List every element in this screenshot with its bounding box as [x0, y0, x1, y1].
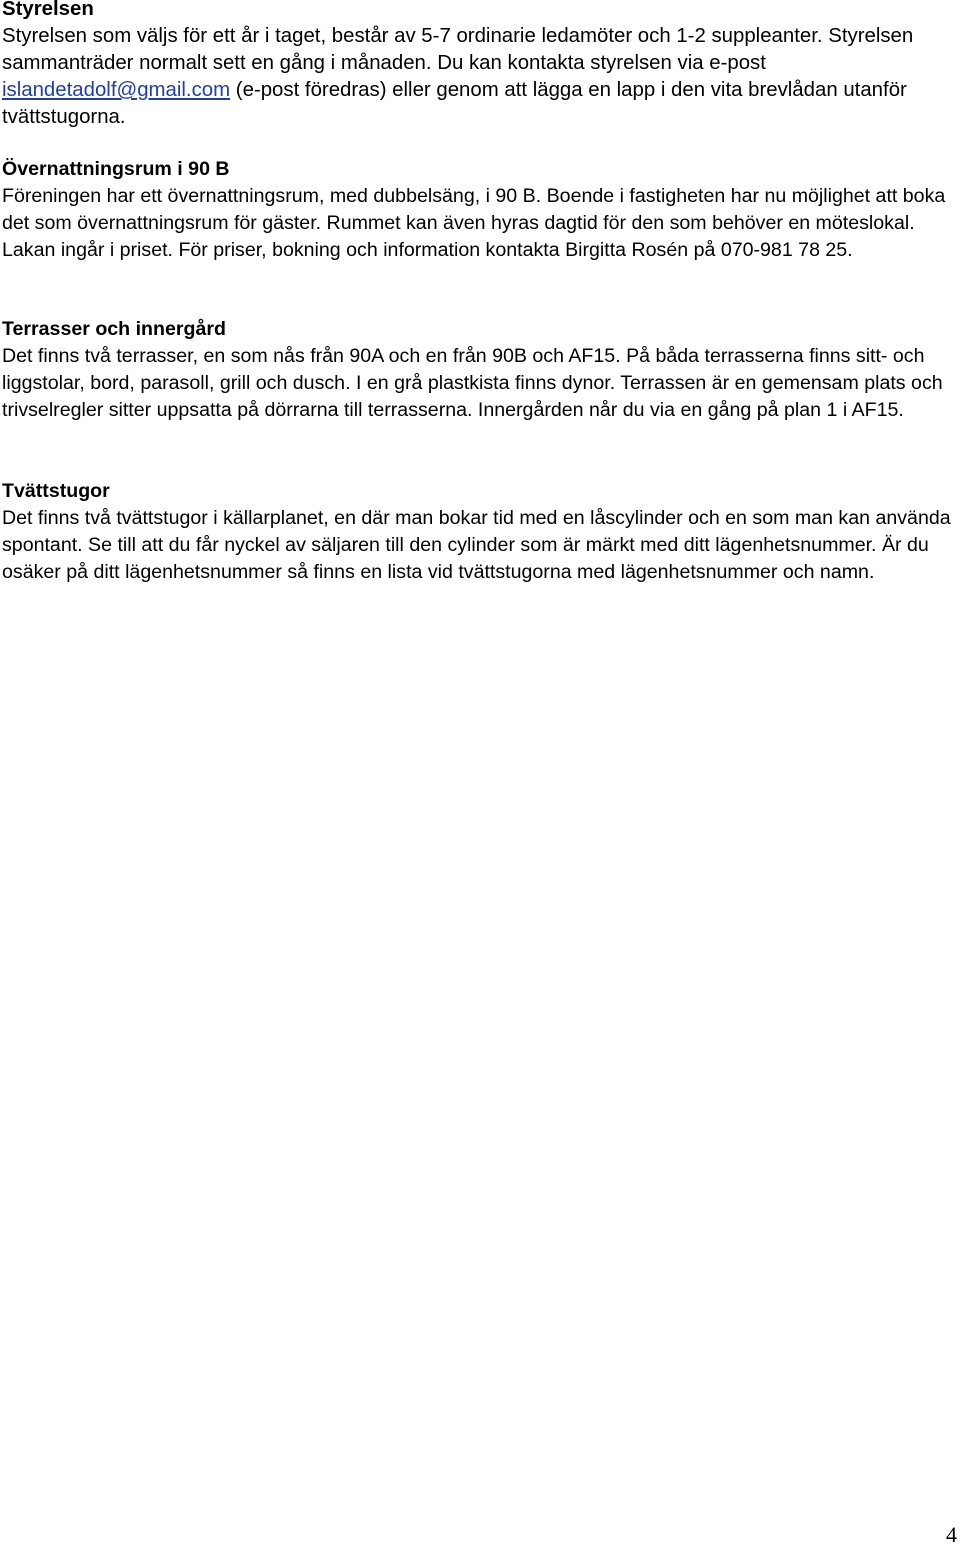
page-number: 4 [946, 1522, 957, 1547]
section-heading-overnattningsrum: Övernattningsrum i 90 B [2, 158, 230, 180]
section-heading-tvattstugor: Tvättstugor [2, 480, 110, 502]
section-tvattstugor [2, 478, 958, 586]
email-link[interactable]: islandetadolf@gmail.com [2, 79, 231, 101]
section-styrelsen [2, 0, 958, 131]
section-overnattningsrum [2, 156, 958, 264]
section-body-styrelsen [2, 23, 958, 131]
styrelsen-text-part-1: Styrelsen som väljs för ett år i taget, består av 5-7 ordinarie ledamöter och 1-2 suppleanter. Styrelsen sammanträder normalt sett en gång i månaden. Du kan kontakta styrelsen via e-post [2, 25, 914, 74]
section-body-terrasser: Det finns två terrasser, en som nås från 90A och en från 90B och AF15. På båda terrasserna finns sitt- och liggstolar, bord, parasoll, grill och dusch. I en grå plastkista finns dynor. Terrassen är en gemensam plats och trivselregler sitter uppsatta på dörrarna till terrasserna. Innergården når du via en gång på plan 1 i AF15. [2, 345, 943, 421]
section-body-tvattstugor: Det finns två tvättstugor i källarplanet, en där man bokar tid med en låscylinder och en som man kan använda spontant. Se till att du får nyckel av säljaren till den cylinder som är märkt med ditt lägenhetsnummer. Är du osäker på ditt lägenhetsnummer så finns en lista vid tvättstugorna med lägenhetsnummer och namn. [2, 507, 951, 583]
section-body-overnattningsrum: Föreningen har ett övernattningsrum, med dubbelsäng, i 90 B. Boende i fastigheten har nu möjlighet att boka det som övernattningsrum för gäster. Rummet kan även hyras dagtid för den som behöver en möteslokal. Lakan ingår i priset. För priser, bokning och information kontakta Birgitta Rosén på 070-981 78 25. [2, 185, 946, 261]
section-terrasser [2, 316, 958, 424]
section-heading-styrelsen: Styrelsen [2, 0, 94, 20]
styrelsen-text-part-2: (e-post föredras) eller genom att lägga en lapp i den vita brevlådan utanför tvättstugorna. [2, 79, 907, 128]
section-heading-terrasser: Terrasser och innergård [2, 318, 226, 340]
